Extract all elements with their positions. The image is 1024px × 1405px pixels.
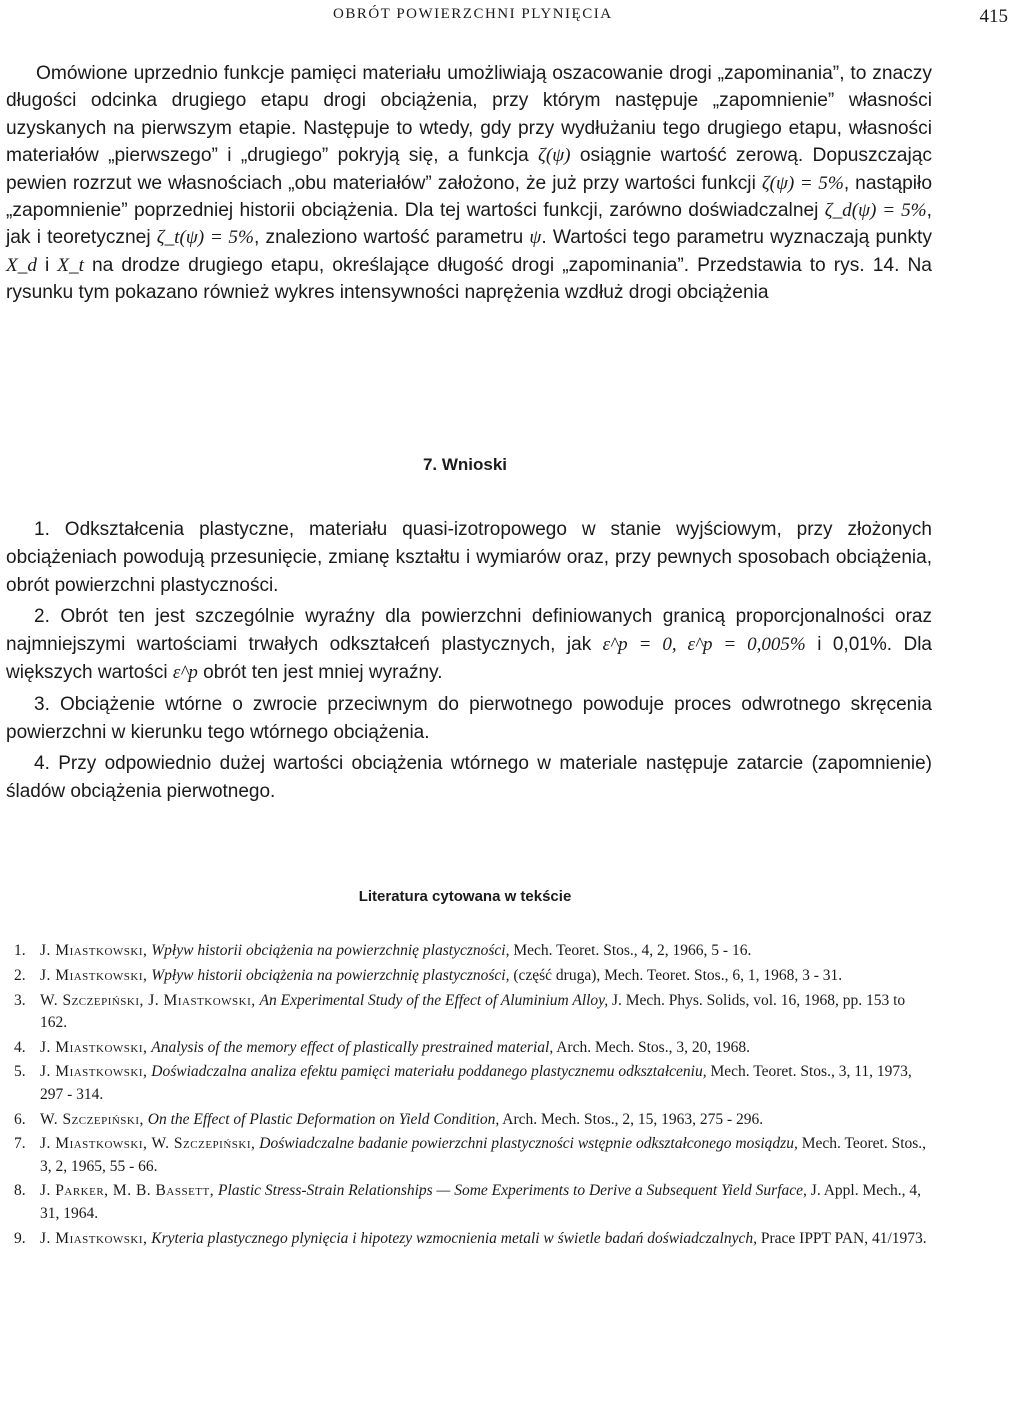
reference-authors: J. Miastkowski, [40,1038,148,1056]
paragraph-text: , nastąpiło „zapomnienie” poprzedniej historii obciążenia. Dla tej wartości funkcji, zarówno doświadczalnej [6,172,932,222]
conclusion-text: obrót ten jest mniej wyraźny. [197,661,443,683]
reference-number: 5. [14,1063,26,1081]
reference-title: An Experimental Study of the Effect of Aluminium Alloy, [259,991,609,1009]
math-zeta-d: ζ_d(ψ) = 5% [824,200,927,222]
reference-source: Arch. Mech. Stos., 3, 20, 1968. [553,1038,750,1056]
reference-item [14,990,932,1035]
conclusion-item: 1. Odkształcenia plastyczne, materiału quasi-izotropowego w stanie wyjściowym, przy złożonych obciążeniach powodują przesunięcie, zmianę kształtu i wymiarów oraz, przy pewnych sposobach obciążenia, obrót powierzchni plastyczności. [6,519,932,596]
math-zeta-t: ζ_t(ψ) = 5% [156,227,255,249]
reference-source: J. Mech. Phys. Solids, vol. 16, 1968, pp. 153 to 162. [40,991,906,1031]
reference-item [14,965,932,987]
reference-source: Mech. Teoret. Stos., 3, 11, 1973, 297 - 314. [40,1063,912,1103]
reference-title: Wpływ historii obciążenia na powierzchnię plastyczności, [151,966,510,984]
paragraph-text: , jak i teoretycznej [6,200,932,249]
running-title: OBRÓT POWIERZCHNI PLYNIĘCIA [333,6,613,22]
math-xt: X_t [57,254,84,276]
math-epsilon-values: ε^p = 0, ε^p = 0,005% [602,634,806,656]
conclusion-text: 2. Obrót ten jest szczególnie wyraźny dla powierzchni definiowanych granicą proporcjonalności oraz najmniejszymi wartościami trwałych odkształceń plastycznych, jak [6,606,932,656]
paragraph-text: i [36,254,58,276]
reference-item [14,1133,932,1178]
reference-authors: J. Miastkowski, [40,942,148,959]
section-heading: 7. Wnioski [422,455,508,474]
math-epsilon: ε^p [172,661,198,683]
math-zeta-psi: ζ(ψ) [538,145,571,167]
reference-item [14,1228,932,1250]
reference-title: On the Effect of Plastic Deformation on Yield Condition, [147,1110,500,1128]
reference-title: Analysis of the memory effect of plastically prestrained material, [151,1038,554,1056]
reference-title: Doświadczalna analiza efektu pamięci materiału poddanego plastycznemu odkształceniu, [151,1063,707,1081]
reference-source: Mech. Teoret. Stos., 3, 2, 1965, 55 - 66. [40,1135,927,1175]
math-zeta-equation: ζ(ψ) = 5% [761,172,844,194]
reference-number: 4. [14,1038,26,1056]
paragraph-text: na drodze drugiego etapu, określające długość drogi „zapominania”. Przedstawia to rys. 14. Na rysunku tym pokazano również wykres intensywności naprężenia wzdłuż drogi obciążenia [6,254,932,304]
running-header [0,6,1024,30]
bibliography-heading: Literatura cytowana w tekście [358,888,572,905]
reference-number: 6. [14,1110,26,1128]
body-paragraph [6,60,932,307]
reference-source: J. Appl. Mech., 4, 31, 1964. [40,1182,921,1222]
conclusion-text: i 0,01%. Dla większych wartości [6,634,932,683]
reference-title: Plastic Stress-Strain Relationships — Some Experiments to Derive a Subsequent Yield Surface, [217,1182,807,1200]
reference-title: Kryteria plastycznego plynięcia i hipotezy wzmocnienia metali w świetle badań doświadczalnych, [151,1229,757,1247]
reference-authors: J. Miastkowski, [40,1229,148,1247]
math-xd: X_d [6,254,37,276]
reference-item [14,940,932,962]
reference-item [14,1061,932,1106]
reference-item [14,1180,932,1225]
paragraph-text: , znaleziono wartość parametru [254,227,530,249]
reference-number: 3. [14,991,26,1009]
reference-source: (część druga), Mech. Teoret. Stos., 6, 1, 1968, 3 - 31. [509,966,843,984]
reference-authors: J. Miastkowski, [40,1063,148,1081]
reference-number: 1. [14,942,26,959]
reference-title: Doświadczalne badanie powierzchni plastyczności wstępnie odkształconego mosiądzu, [259,1135,798,1153]
reference-source: Mech. Teoret. Stos., 4, 2, 1966, 5 - 16. [509,942,752,959]
reference-authors: J. Miastkowski, [40,966,148,984]
math-psi: ψ [529,227,542,249]
reference-number: 7. [14,1135,26,1153]
reference-item [14,1037,932,1059]
conclusion-item: 4. Przy odpowiednio dużej wartości obciążenia wtórnego w materiale następuje zatarcie (zapomnienie) śladów obciążenia pierwotnego. [6,753,932,803]
reference-number: 9. [14,1229,26,1247]
reference-authors: W. Szczepiński, [40,1110,144,1128]
reference-item [14,1109,932,1131]
reference-authors: J. Parker, M. B. Bassett, [40,1182,215,1200]
reference-authors: J. Miastkowski, W. Szczepiński, [40,1135,256,1153]
reference-title: Wpływ historii obciążenia na powierzchnię plastyczności, [151,942,510,959]
reference-number: 2. [14,966,26,984]
paragraph-text: osiągnie wartość zerową. Dopuszczając pewien rozrzut we własnościach „obu materiałów” założono, że już przy wartości funkcji [6,145,932,194]
reference-source: Prace IPPT PAN, 41/1973. [756,1229,927,1247]
conclusions-list [6,516,932,810]
paragraph-text: Omówione uprzednio funkcje pamięci materiału umożliwiają oszacowanie drogi „zapominania”, to znaczy długości odcinka drugiego etapu drogi obciążenia, przy którym następuje „zapomnienie” własności uzyskanych na pierwszym etapie. Następuje to wtedy, gdy przy wydłużaniu tego drugiego etapu, własności materiałów „pierwszego” i „drugiego” pokryją się, a funkcja [6,63,932,167]
conclusion-item [6,603,932,686]
reference-source: Arch. Mech. Stos., 2, 15, 1963, 275 - 296. [499,1110,764,1128]
page-number: 415 [979,6,1008,27]
reference-list [14,940,932,1252]
reference-authors: W. Szczepiński, J. Miastkowski, [40,991,256,1009]
paragraph-text: . Wartości tego parametru wyznaczają punkty [541,227,932,249]
conclusion-item: 3. Obciążenie wtórne o zwrocie przeciwnym do pierwotnego powoduje proces odwrotnego skręcenia powierzchni w kierunku tego wtórnego obciążenia. [6,693,932,743]
reference-number: 8. [14,1182,26,1200]
